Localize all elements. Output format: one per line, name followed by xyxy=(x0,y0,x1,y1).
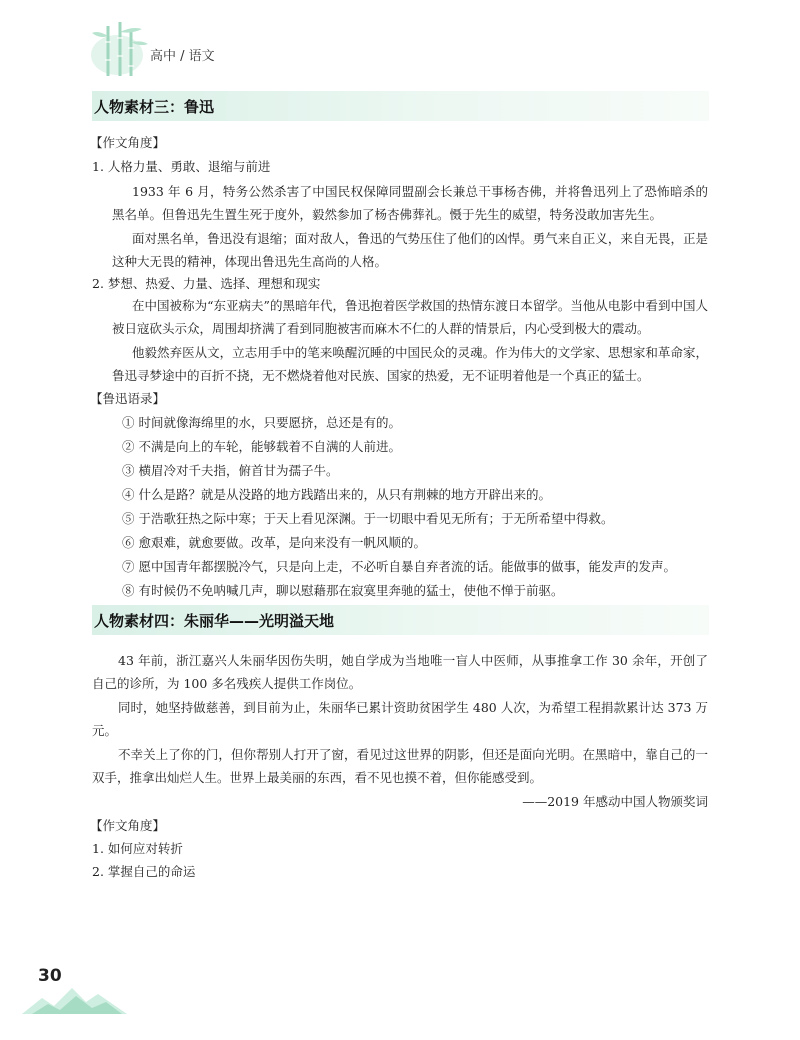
quote-item: ③ 横眉冷对千夫指，俯首甘为孺子牛。 xyxy=(122,463,339,478)
quote-item: ④ 什么是路？就是从没路的地方践踏出来的，从只有荆棘的地方开辟出来的。 xyxy=(122,487,551,502)
paragraph: 同时，她坚持做慈善，到目前为止，朱丽华已累计资助贫困学生 480 人次，为希望工程捐款累计达 373 万元。 xyxy=(92,700,708,738)
quotes-label: 【鲁迅语录】 xyxy=(90,391,166,406)
paragraph: 在中国被称为“东亚病夫”的黑暗年代，鲁迅抱着医学救国的热情东渡日本留学。当他从电影中看到中国人被日寇砍头示众，周围却挤满了看到同胞被害而麻木不仁的人群的情景后，内心受到极大的震动。 xyxy=(112,298,708,336)
quote-item: ② 不满是向上的车轮，能够载着不自满的人前进。 xyxy=(122,439,401,454)
point-heading: 1. 人格力量、勇敢、退缩与前进 xyxy=(92,159,271,174)
paragraph: 1933 年 6 月，特务公然杀害了中国民权保障同盟副会长兼总干事杨杏佛，并将鲁迅列上了恐怖暗杀的黑名单。但鲁迅先生置生死于度外，毅然参加了杨杏佛葬礼。慑于先生的威望，特务没敢加害先生。 xyxy=(112,184,708,222)
mountain-decoration-icon xyxy=(22,984,127,1014)
quote-item: ⑧ 有时候仍不免呐喊几声，聊以慰藉那在寂寞里奔驰的猛士，使他不惮于前驱。 xyxy=(122,583,564,598)
paragraph: 他毅然弃医从文，立志用手中的笔来唤醒沉睡的中国民众的灵魂。作为伟大的文学家、思想家和革命家，鲁迅寻梦途中的百折不挠，无不燃烧着他对民族、国家的热爱，无不证明着他是一个真正的猛士。 xyxy=(112,345,708,383)
quote-item: ⑦ 愿中国青年都摆脱冷气，只是向上走，不必听自暴自弃者流的话。能做事的做事，能发声的发声。 xyxy=(122,559,676,574)
page-number: 30 xyxy=(38,966,62,986)
composition-angle-label: 【作文角度】 xyxy=(90,135,166,150)
angle-item: 2. 掌握自己的命运 xyxy=(92,864,196,879)
quote-item: ⑥ 愈艰难，就愈要做。改革，是向来没有一帆风顺的。 xyxy=(122,535,426,550)
section-title: 人物素材四：朱丽华——光明溢天地 xyxy=(94,612,335,630)
angle-item: 1. 如何应对转折 xyxy=(92,841,183,856)
paragraph: 43 年前，浙江嘉兴人朱丽华因伤失明，她自学成为当地唯一盲人中医师，从事推拿工作 30 余年，开创了自己的诊所，为 100 多名残疾人提供工作岗位。 xyxy=(92,653,708,691)
composition-angle-label: 【作文角度】 xyxy=(90,818,166,833)
paragraph: 不幸关上了你的门，但你帮别人打开了窗，看见过这世界的阴影，但还是面向光明。在黑暗中，靠自己的一双手，推拿出灿烂人生。世界上最美丽的东西，看不见也摸不着，但你能感受到。 xyxy=(92,747,708,785)
quote-item: ① 时间就像海绵里的水，只要愿挤，总还是有的。 xyxy=(122,415,401,430)
header-title: 高中 / 语文 xyxy=(150,49,215,64)
bamboo-decoration-icon xyxy=(90,20,150,78)
point-heading: 2. 梦想、热爱、力量、选择、理想和现实 xyxy=(92,276,321,291)
section-title: 人物素材三：鲁迅 xyxy=(94,98,215,116)
paragraph: 面对黑名单，鲁迅没有退缩；面对敌人，鲁迅的气势压住了他们的凶悍。勇气来自正义，来自无畏，正是这种大无畏的精神，体现出鲁迅先生高尚的人格。 xyxy=(112,231,708,269)
quote-item: ⑤ 于浩歌狂热之际中寒；于天上看见深渊。于一切眼中看见无所有；于无所希望中得救。 xyxy=(122,511,614,526)
attribution: ——2019 年感动中国人物颁奖词 xyxy=(522,794,708,809)
